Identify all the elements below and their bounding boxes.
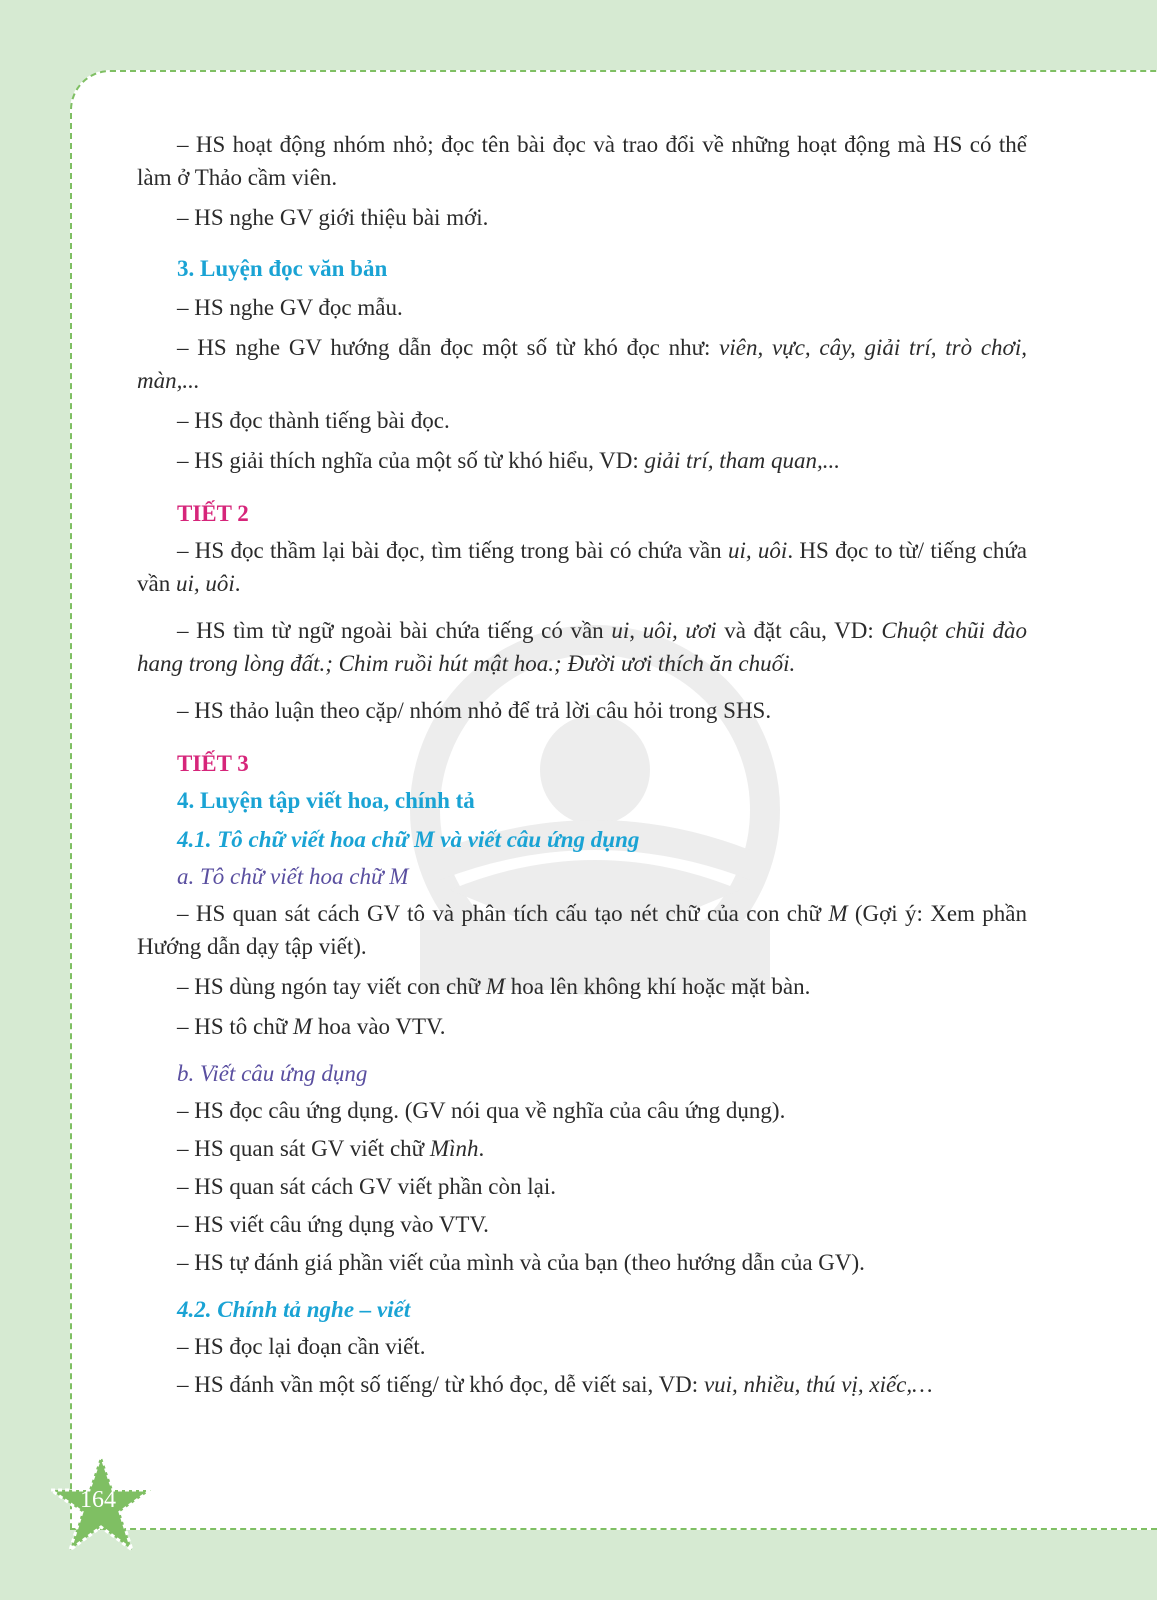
tiet-2-heading: TIẾT 2	[177, 501, 249, 526]
intro-paragraph-2: – HS nghe GV giới thiệu bài mới.	[177, 205, 489, 230]
section-4-1-heading: 4.1. Tô chữ viết hoa chữ M và viết câu ứng dụng	[177, 827, 640, 852]
tiet-2-paragraph-3: – HS thảo luận theo cặp/ nhóm nhỏ để trả lời câu hỏi trong SHS.	[177, 698, 772, 723]
sub-b-heading: b. Viết câu ứng dụng	[177, 1061, 368, 1086]
sub-b-p2-c: .	[478, 1136, 485, 1161]
section-3-paragraph-2-text: – HS nghe GV hướng dẫn đọc một số từ khó đọc như:	[177, 335, 720, 360]
sub-b-p2-a: – HS quan sát GV viết chữ	[177, 1136, 430, 1161]
sub-b-paragraph-1: – HS đọc câu ứng dụng. (GV nói qua về nghĩa của câu ứng dụng).	[177, 1098, 786, 1123]
section-3-paragraph-4-text: – HS giải thích nghĩa của một số từ khó hiểu, VD:	[177, 448, 645, 473]
sub-c-p2-italic: vui, nhiều, thú vị, xiếc,…	[703, 1372, 933, 1397]
sub-b-p2-b: Mình	[429, 1136, 479, 1161]
sub-b-paragraph-4: – HS viết câu ứng dụng vào VTV.	[177, 1212, 489, 1237]
sub-c-paragraph-1: – HS đọc lại đoạn cần viết.	[177, 1334, 426, 1359]
tiet-2-p2-c: và đặt câu, VD:	[716, 618, 882, 643]
sub-a-p2-a: – HS dùng ngón tay viết con chữ	[177, 974, 486, 999]
tiet-2-p2-b: ui, uôi, ươi	[611, 618, 717, 643]
sub-a-p2-b: M	[485, 974, 506, 999]
sub-a-p2-c: hoa lên không khí hoặc mặt bàn.	[505, 974, 811, 999]
sub-a-p1-a: – HS quan sát cách GV tô và phân tích cấu tạo nét chữ của con chữ	[177, 901, 829, 926]
sub-a-paragraph-1	[137, 897, 1027, 963]
sub-a-p1-c: (Gợi ý: Xem phần Hướng dẫn dạy tập viết).	[137, 901, 1027, 959]
sub-a-p3-a: – HS tô chữ	[177, 1014, 293, 1039]
section-3-paragraph-1: – HS nghe GV đọc mẫu.	[177, 295, 403, 320]
section-4-2-heading: 4.2. Chính tả nghe – viết	[177, 1297, 411, 1322]
page-number: 164	[80, 1487, 116, 1513]
sub-a-p3-b: M	[292, 1014, 313, 1039]
tiet-2-p1-a: – HS đọc thầm lại bài đọc, tìm tiếng trong bài có chứa vần	[177, 538, 728, 563]
tiet-2-p1-b: ui, uôi	[727, 538, 788, 563]
tiet-2-paragraph-1	[137, 534, 1027, 600]
intro-paragraph-1: – HS hoạt động nhóm nhỏ; đọc tên bài đọc và trao đổi về những hoạt động mà HS có thể làm ở Thảo cầm viên.	[137, 132, 1027, 190]
sub-a-paragraph-2	[137, 970, 1027, 1003]
tiet-2-p1-d: ui, uôi	[175, 571, 235, 596]
tiet-2-p2-d: Chuột chũi đào hang trong lòng đất.; Chim ruồi hút mật hoa.; Đười ươi thích ăn chuối.	[137, 618, 1027, 676]
sub-b-paragraph-3: – HS quan sát cách GV viết phần còn lại.	[177, 1174, 556, 1199]
section-3-paragraph-3: – HS đọc thành tiếng bài đọc.	[177, 408, 450, 433]
tiet-3-heading: TIẾT 3	[177, 751, 249, 776]
section-3-paragraph-2	[137, 331, 1027, 397]
tiet-2-p1-e: .	[234, 571, 241, 596]
section-3-paragraph-2-italic: viên, vực, cây, giải trí, trò chơi, màn,...	[137, 335, 1027, 393]
section-3-paragraph-4-italic: giải trí, tham quan,...	[644, 448, 841, 473]
main-content	[137, 128, 1027, 1408]
tiet-2-p1-c: . HS đọc to từ/ tiếng chứa vần	[137, 538, 1028, 596]
sub-b-paragraph-5: – HS tự đánh giá phần viết của mình và của bạn (theo hướng dẫn của GV).	[177, 1250, 865, 1275]
sub-c-paragraph-2	[137, 1368, 1027, 1401]
sub-a-heading: a. Tô chữ viết hoa chữ M	[177, 864, 409, 889]
sub-a-p3-c: hoa vào VTV.	[312, 1014, 446, 1039]
sub-b-paragraph-2	[137, 1132, 1027, 1165]
tiet-2-paragraph-2	[137, 614, 1027, 680]
sub-a-p1-b: M	[828, 901, 848, 926]
section-3-paragraph-4	[137, 444, 1027, 477]
tiet-2-p2-a: – HS tìm từ ngữ ngoài bài chứa tiếng có vần	[177, 618, 612, 643]
sub-a-paragraph-3	[137, 1010, 1027, 1043]
section-3-heading: 3. Luyện đọc văn bản	[177, 256, 388, 281]
section-4-heading: 4. Luyện tập viết hoa, chính tả	[177, 788, 475, 813]
sub-c-p2-text: – HS đánh vần một số tiếng/ từ khó đọc, dễ viết sai, VD:	[177, 1372, 704, 1397]
